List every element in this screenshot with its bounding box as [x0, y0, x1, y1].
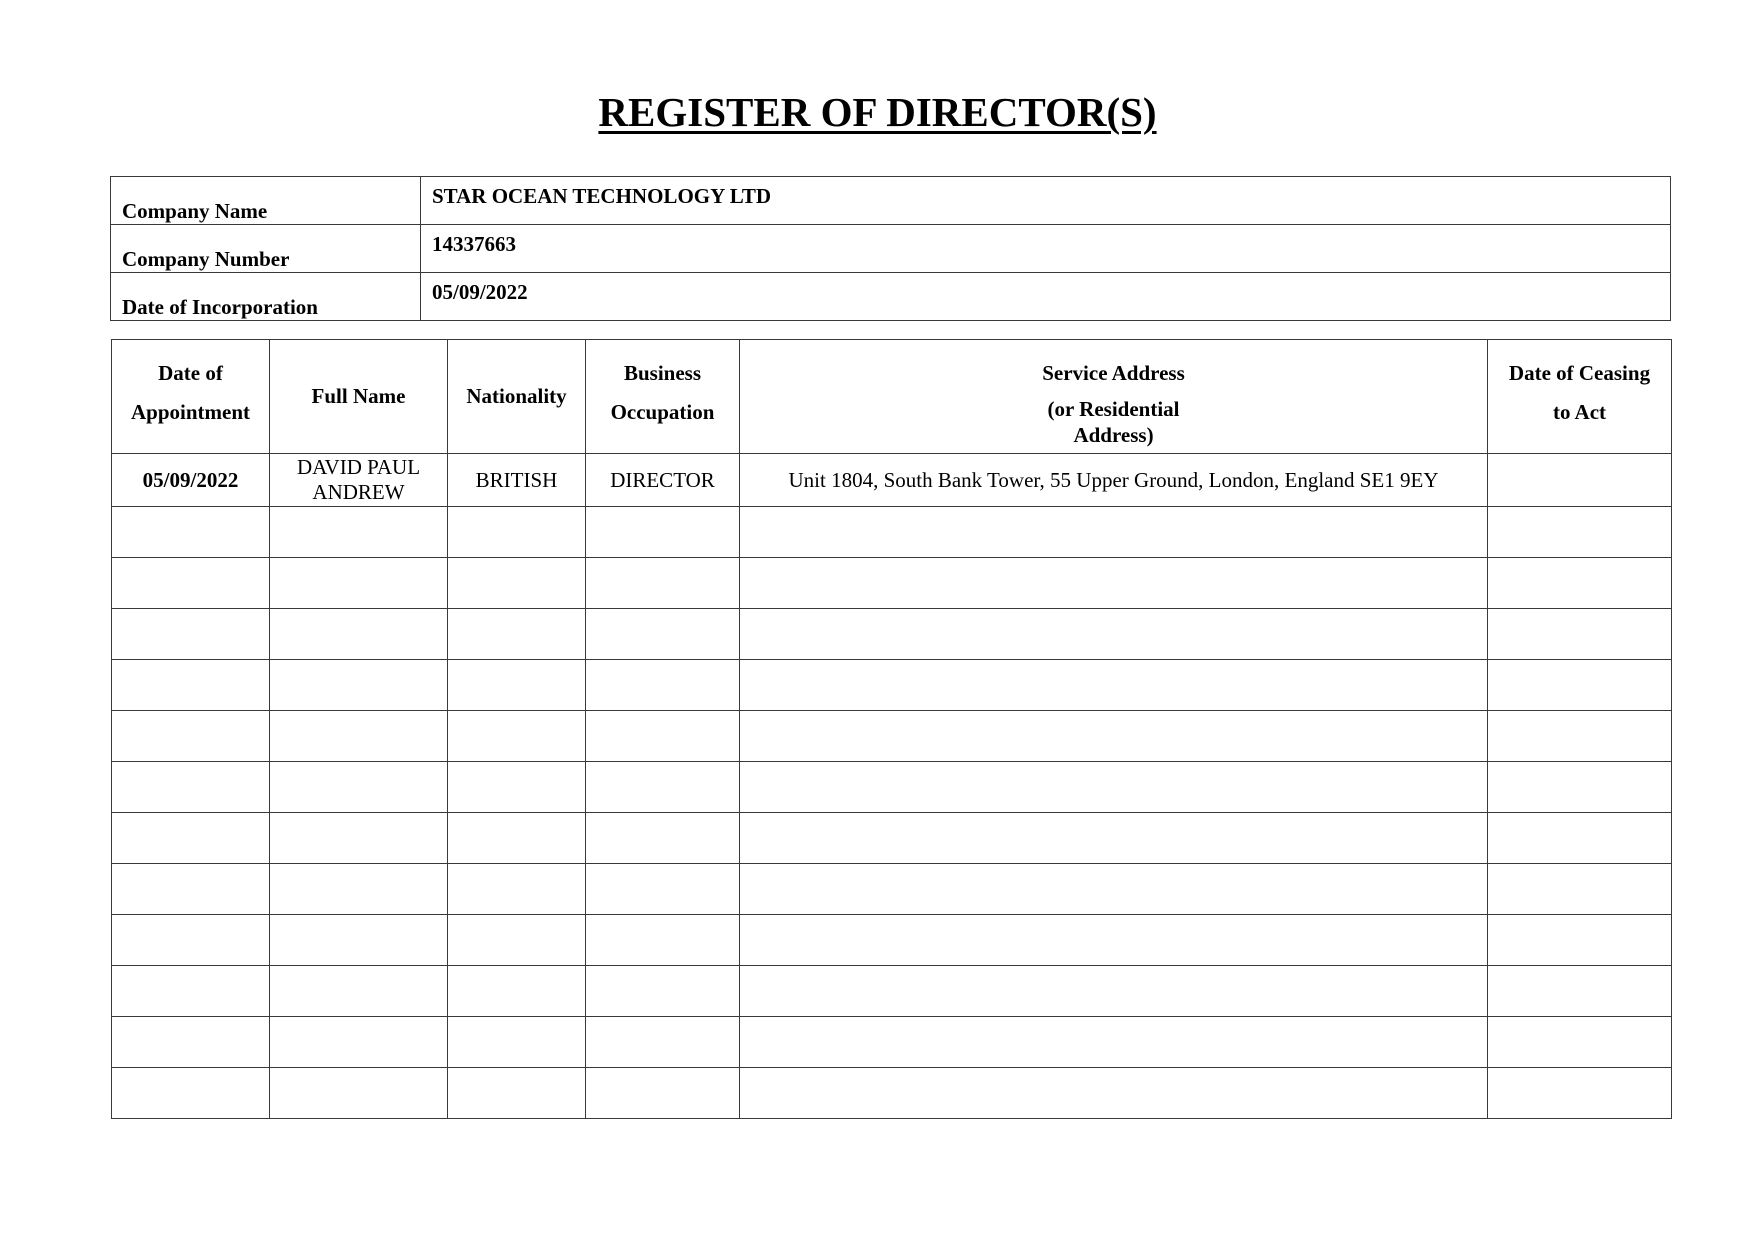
empty-cell [1488, 915, 1672, 966]
company-name-label: Company Name [111, 177, 421, 225]
empty-cell [586, 813, 740, 864]
header-ceasing-line2: to Act [1552, 400, 1607, 424]
empty-cell [112, 813, 270, 864]
empty-cell [586, 966, 740, 1017]
empty-cell [448, 558, 586, 609]
empty-cell [112, 609, 270, 660]
director-occupation: DIRECTOR [586, 454, 740, 507]
director-full-name-line1: DAVID PAUL [296, 455, 421, 479]
empty-cell [740, 1068, 1488, 1119]
director-nationality: BRITISH [448, 454, 586, 507]
empty-cell [586, 1068, 740, 1119]
empty-cell [270, 711, 448, 762]
empty-cell [740, 915, 1488, 966]
empty-cell [270, 609, 448, 660]
empty-cell [586, 915, 740, 966]
empty-cell [740, 966, 1488, 1017]
header-date-of-appointment [112, 340, 270, 454]
empty-cell [1488, 558, 1672, 609]
empty-cell [740, 864, 1488, 915]
company-number-row [111, 225, 1671, 273]
empty-cell [448, 915, 586, 966]
empty-cell [270, 864, 448, 915]
empty-cell [1488, 813, 1672, 864]
header-occupation-line1: Business [623, 361, 702, 385]
empty-cell [448, 762, 586, 813]
empty-cell [1488, 762, 1672, 813]
header-service-address [740, 340, 1488, 454]
header-address-line2: (or Residential [1047, 397, 1180, 421]
empty-cell [448, 966, 586, 1017]
empty-row [112, 1017, 1672, 1068]
empty-cell [270, 915, 448, 966]
empty-cell [448, 507, 586, 558]
empty-cell [740, 813, 1488, 864]
empty-cell [586, 507, 740, 558]
empty-row [112, 558, 1672, 609]
empty-cell [1488, 711, 1672, 762]
header-nationality: Nationality [448, 340, 586, 454]
empty-row [112, 762, 1672, 813]
empty-cell [1488, 864, 1672, 915]
empty-cell [112, 915, 270, 966]
empty-cell [112, 1068, 270, 1119]
header-full-name: Full Name [270, 340, 448, 454]
empty-cell [1488, 507, 1672, 558]
empty-cell [112, 1017, 270, 1068]
empty-cell [270, 966, 448, 1017]
incorporation-date-row [111, 273, 1671, 321]
empty-row [112, 1068, 1672, 1119]
company-info-table [110, 176, 1671, 321]
empty-cell [740, 609, 1488, 660]
directors-table [111, 339, 1672, 1119]
director-date-of-ceasing [1488, 454, 1672, 507]
director-full-name-line2: ANDREW [312, 480, 405, 504]
empty-cell [270, 813, 448, 864]
director-full-name [270, 454, 448, 507]
incorporation-date-label: Date of Incorporation [111, 273, 421, 321]
empty-cell [112, 558, 270, 609]
empty-row [112, 915, 1672, 966]
header-occupation-line2: Occupation [610, 400, 715, 424]
empty-cell [586, 1017, 740, 1068]
empty-cell [1488, 966, 1672, 1017]
empty-cell [112, 966, 270, 1017]
empty-cell [586, 660, 740, 711]
empty-cell [270, 507, 448, 558]
empty-cell [112, 711, 270, 762]
empty-cell [1488, 609, 1672, 660]
empty-cell [740, 660, 1488, 711]
director-service-address: Unit 1804, South Bank Tower, 55 Upper Ground, London, England SE1 9EY [740, 454, 1488, 507]
empty-cell [448, 660, 586, 711]
directors-header-row [112, 340, 1672, 454]
empty-row [112, 711, 1672, 762]
empty-cell [448, 864, 586, 915]
empty-cell [112, 660, 270, 711]
company-number-label: Company Number [111, 225, 421, 273]
empty-cell [112, 864, 270, 915]
empty-cell [112, 762, 270, 813]
empty-cell [1488, 1017, 1672, 1068]
empty-row [112, 660, 1672, 711]
empty-cell [112, 507, 270, 558]
page-title: REGISTER OF DIRECTOR(S) [598, 89, 1157, 135]
empty-cell [448, 1017, 586, 1068]
empty-cell [1488, 660, 1672, 711]
empty-cell [448, 1068, 586, 1119]
empty-cell [1488, 1068, 1672, 1119]
director-row [112, 454, 1672, 507]
empty-cell [586, 762, 740, 813]
empty-cell [740, 507, 1488, 558]
empty-cell [448, 609, 586, 660]
director-date-of-appointment: 05/09/2022 [112, 454, 270, 507]
empty-cell [740, 1017, 1488, 1068]
incorporation-date-value: 05/09/2022 [421, 273, 1671, 321]
empty-cell [270, 660, 448, 711]
empty-cell [448, 813, 586, 864]
empty-cell [270, 762, 448, 813]
empty-cell [740, 762, 1488, 813]
empty-cell [270, 1068, 448, 1119]
company-number-value: 14337663 [421, 225, 1671, 273]
empty-cell [586, 711, 740, 762]
company-name-row [111, 177, 1671, 225]
empty-cell [448, 711, 586, 762]
empty-row [112, 966, 1672, 1017]
company-name-value: STAR OCEAN TECHNOLOGY LTD [421, 177, 1671, 225]
header-address-line3: Address) [1073, 423, 1154, 447]
empty-cell [586, 864, 740, 915]
header-appointment-line1: Date of [158, 361, 223, 385]
header-date-of-ceasing [1488, 340, 1672, 454]
empty-cell [586, 609, 740, 660]
empty-cell [740, 558, 1488, 609]
empty-cell [586, 558, 740, 609]
header-appointment-line2: Appointment [130, 400, 251, 424]
header-business-occupation [586, 340, 740, 454]
empty-row [112, 507, 1672, 558]
header-address-line1: Service Address [1042, 361, 1185, 385]
empty-row [112, 609, 1672, 660]
empty-row [112, 864, 1672, 915]
empty-cell [270, 1017, 448, 1068]
empty-cell [270, 558, 448, 609]
header-ceasing-line1: Date of Ceasing [1508, 361, 1651, 385]
empty-row [112, 813, 1672, 864]
empty-cell [740, 711, 1488, 762]
